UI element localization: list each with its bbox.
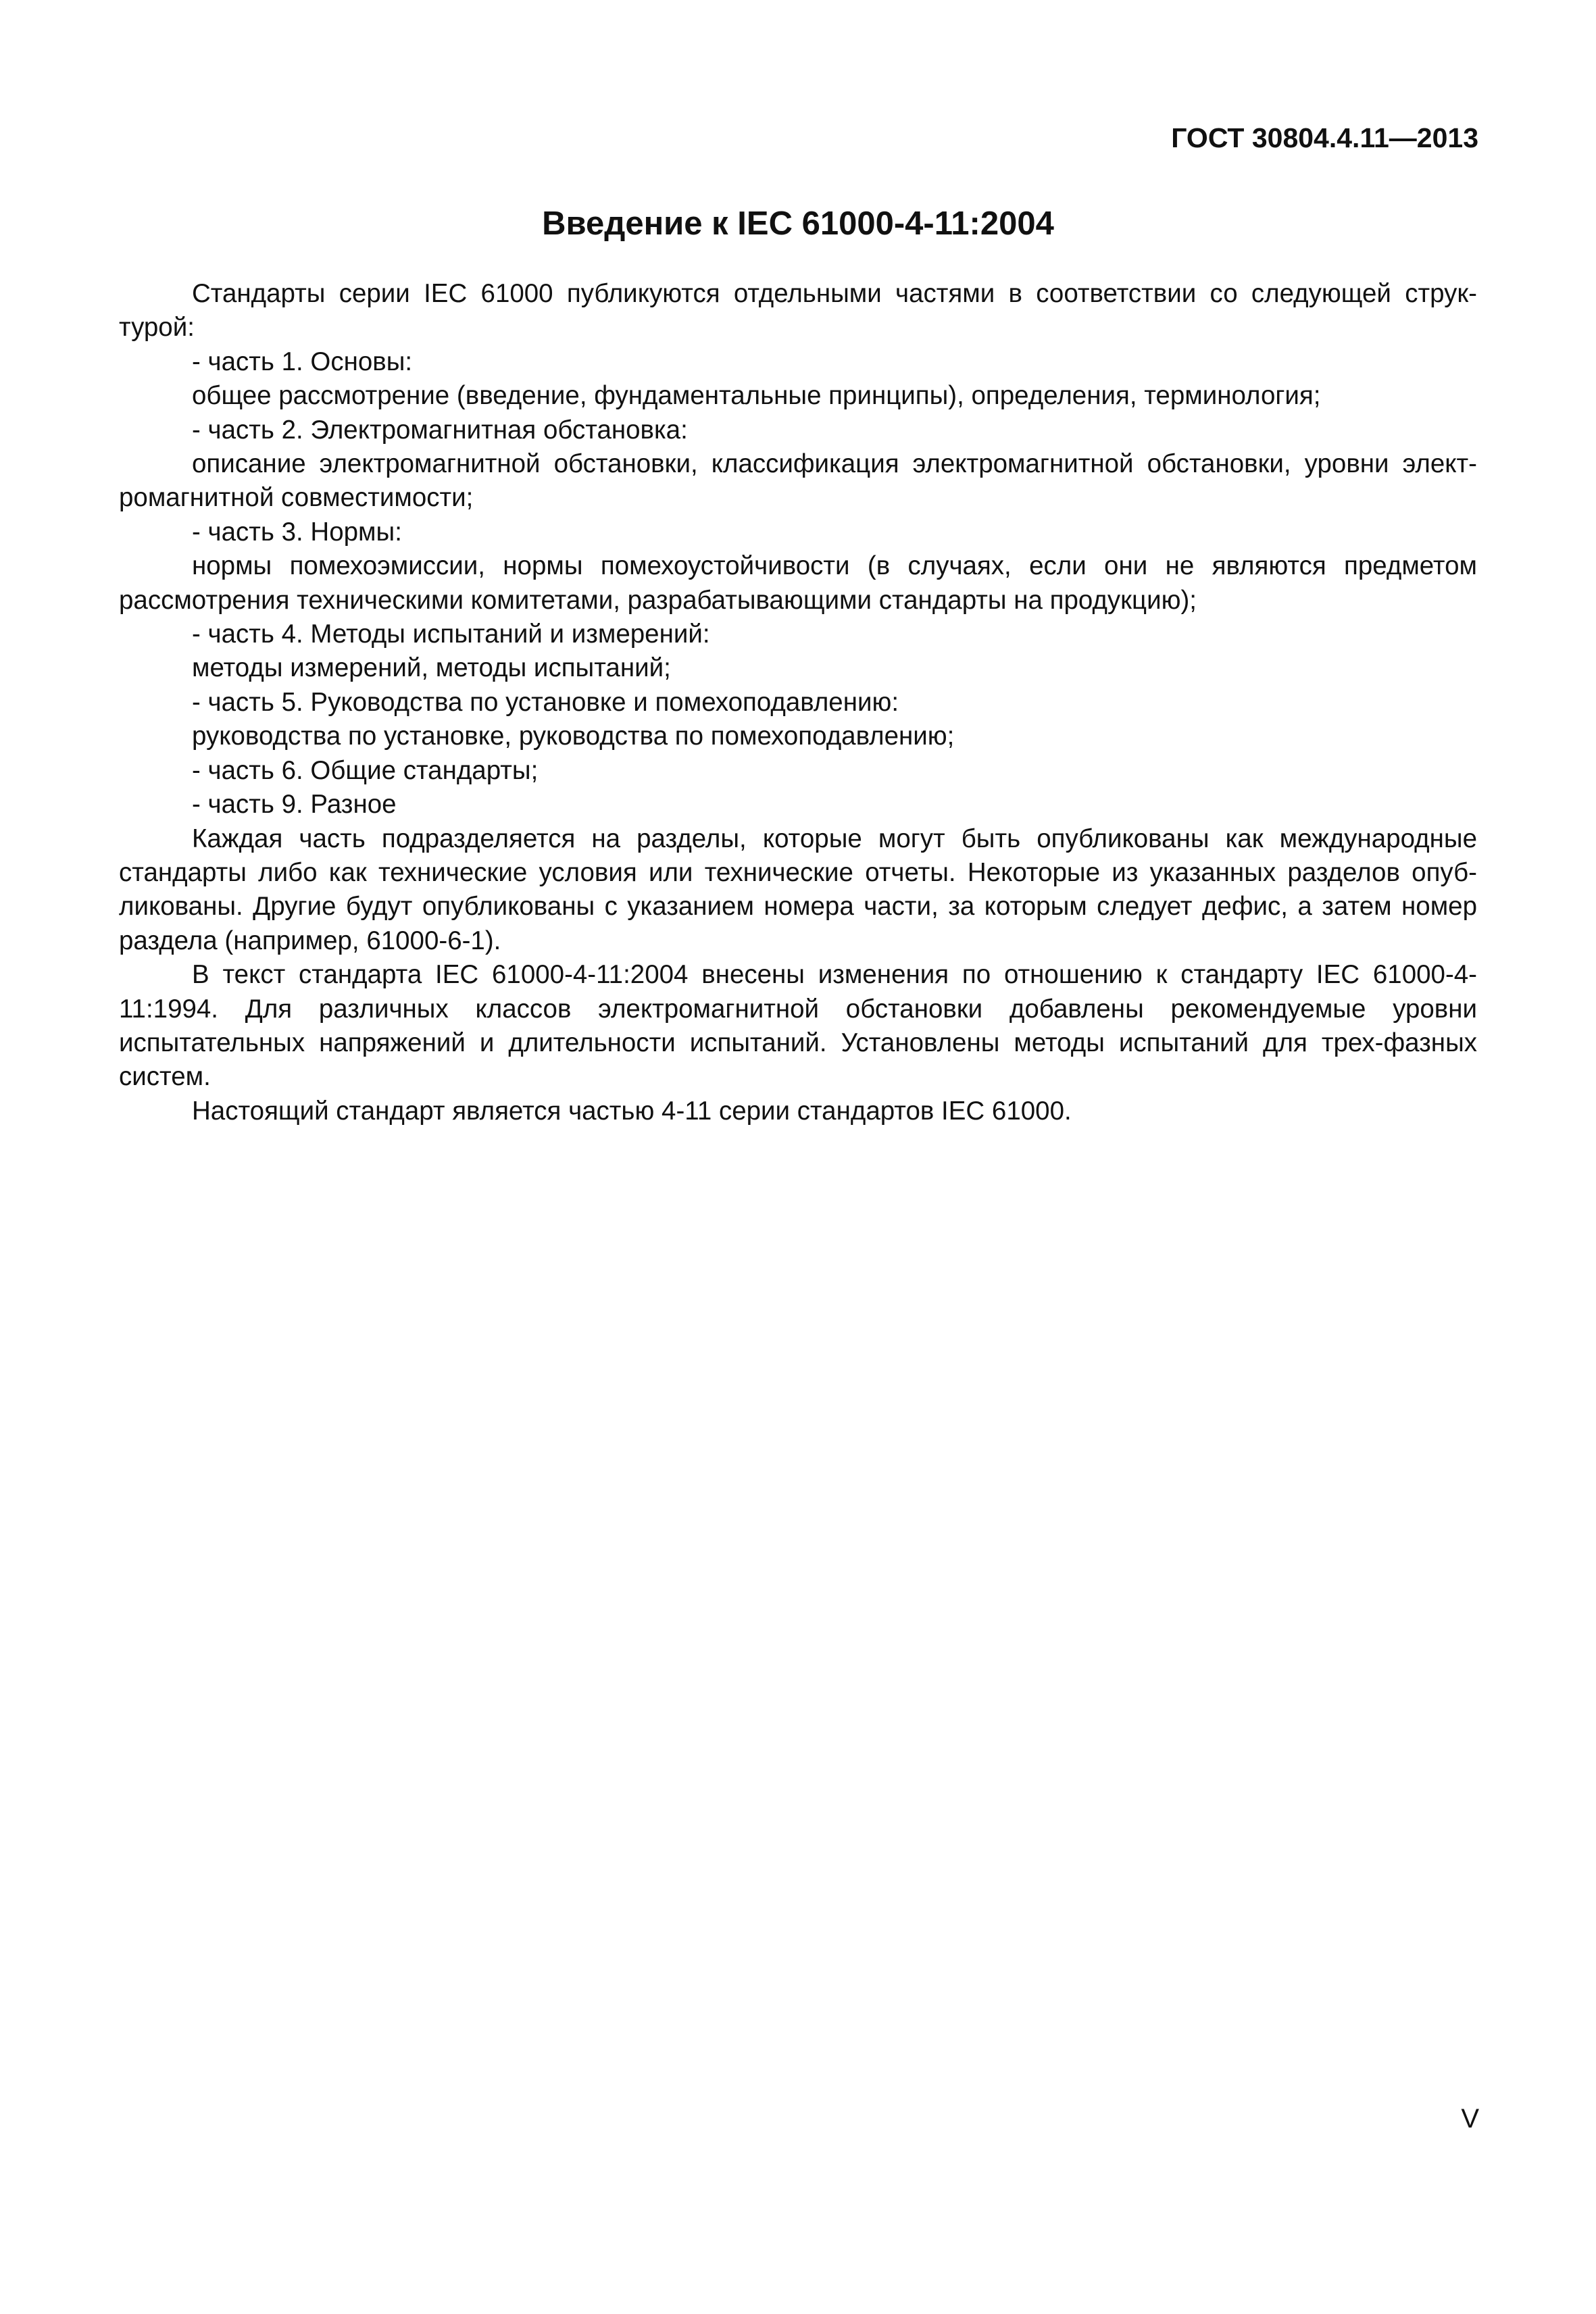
list-item-part-6: - часть 6. Общие стандарты; [192,755,539,785]
document-designation: ГОСТ 30804.4.11—2013 [1171,122,1478,153]
list-item-part-4-description: методы измерений, методы испытаний; [192,653,671,683]
list-item-part-2-description: описание электромагнитной обстановки, классификация электромагнитной обстановки, уровни элект-ромагнитной совместимости; [119,449,1477,513]
page-number: V [1461,2104,1479,2134]
list-item-part-4: - часть 4. Методы испытаний и измерений: [192,620,710,649]
paragraph-changes: В текст стандарта IEC 61000-4-11:2004 внесены изменения по отношению к стандарту IEC 61000-4-11:1994. Для различных классов электромагнитной обстановки добавлены рекомендуемые уровни испытательных напряжений и длительности испытаний. Установлены методы испытаний для трех-фазных систем. [119,960,1477,1092]
list-item-part-9: - часть 9. Разное [192,790,397,820]
paragraph-parts-subdivision: Каждая часть подразделяется на разделы, которые могут быть опубликованы как международные стандарты либо как технические условия или технические отчеты. Некоторые из указанных разделов опуб-ликованы. Другие будут опубликованы с указанием номера части, за которым следует дефис, а затем номер раздела (например, 61000-6-1). [119,824,1477,955]
paragraph-standard-scope: Настоящий стандарт является частью 4-11 серии стандартов IEC 61000. [192,1096,1072,1126]
list-item-part-1: - часть 1. Основы: [192,347,413,376]
list-item-part-5-description: руководства по установке, руководства по помехоподавлению; [192,722,955,751]
list-item-part-5: - часть 5. Руководства по установке и помехоподавлению: [192,687,899,717]
list-item-part-2: - часть 2. Электромагнитная обстановка: [192,415,688,445]
document-body [119,277,1477,1128]
list-item-part-1-description: общее рассмотрение (введение, фундаментальные принципы), определения, терминология; [192,381,1321,411]
list-item-part-3-description: нормы помехоэмиссии, нормы помехоустойчивости (в случаях, если они не являются предметом рассмотрения техническими комитетами, разрабатывающими стандарты на продукцию); [119,551,1477,615]
list-item-part-3: - часть 3. Нормы: [192,517,402,547]
paragraph-series-structure: Стандарты серии IEC 61000 публикуются отдельными частями в соответствии со следующей струк-турой: [119,279,1477,343]
page-title: Введение к IEC 61000-4-11:2004 [542,205,1054,242]
